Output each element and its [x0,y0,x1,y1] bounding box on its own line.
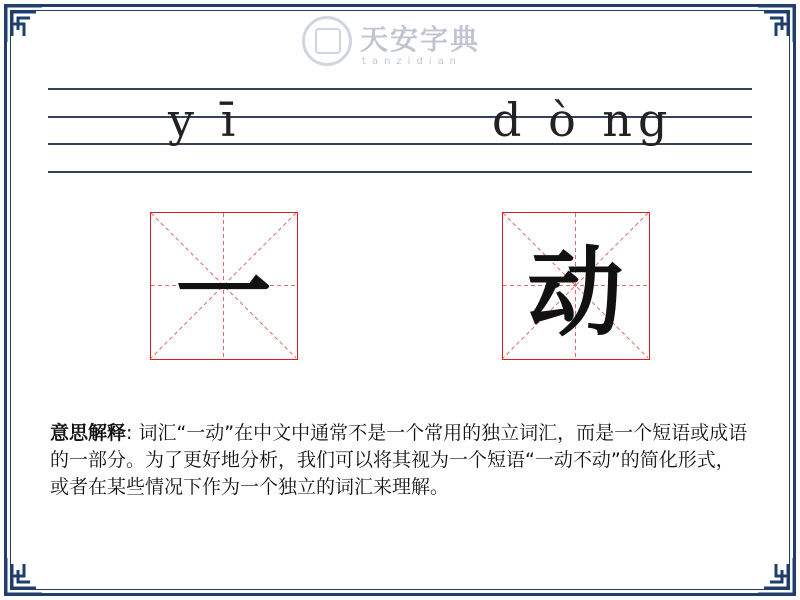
character-grid-first [150,212,298,360]
hanzi-first: 一 [175,236,272,349]
corner-ornament-icon [4,4,44,44]
brand-subtitle: tanzidian [362,56,463,67]
brand-seal-icon [302,16,352,66]
corner-ornament-icon [4,556,44,596]
meaning-text: : 词汇“一动”在中文中通常不是一个常用的独立词汇，而是一个短语或成语的一部分。为了更好地分析，我们可以将其视为一个短语“一动不动”的简化形式，或者在某些情况下作为一个独立的词汇来理解。 [50,422,748,498]
corner-ornament-icon [756,4,796,44]
corner-ornament-icon [756,556,796,596]
meaning-paragraph [50,420,750,501]
pinyin-second: d ò ng [492,93,674,147]
meaning-label: 意思解释 [50,422,127,444]
character-grid-second [502,212,650,360]
brand-name: 天安字典 [360,23,481,56]
brand-logo [302,16,502,70]
pinyin-first: y ī [168,93,242,147]
hanzi-second: 动 [527,236,624,349]
